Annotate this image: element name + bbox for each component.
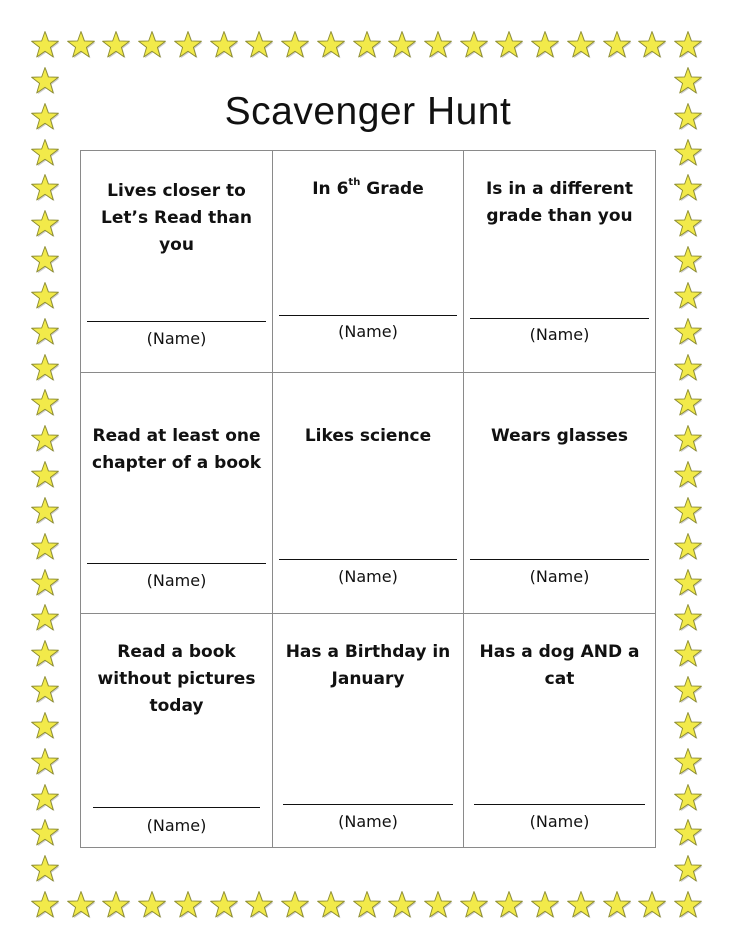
- star-icon: [566, 30, 596, 60]
- hunt-prompt: [87, 423, 266, 477]
- prompt-line: Has a dog AND a: [479, 642, 640, 662]
- star-icon: [673, 281, 703, 311]
- name-label: (Name): [529, 325, 590, 344]
- star-icon: [423, 30, 453, 60]
- star-icon: [602, 890, 632, 920]
- star-icon: [30, 675, 60, 705]
- star-icon: [101, 890, 131, 920]
- name-blank-line[interactable]: [93, 807, 260, 808]
- star-icon: [30, 747, 60, 777]
- star-icon: [30, 890, 60, 920]
- star-icon: [673, 639, 703, 669]
- name-blank-line[interactable]: [470, 318, 649, 319]
- star-icon: [673, 603, 703, 633]
- prompt-line: Read at least one: [92, 426, 261, 446]
- name-blank-line[interactable]: [474, 804, 645, 805]
- prompt-line: Has a Birthday in: [285, 642, 451, 662]
- star-icon: [673, 388, 703, 418]
- star-icon: [30, 353, 60, 383]
- star-icon: [209, 890, 239, 920]
- name-label: (Name): [146, 816, 207, 835]
- hunt-prompt: [87, 639, 266, 720]
- star-icon: [101, 30, 131, 60]
- hunt-prompt: [470, 423, 649, 450]
- star-icon: [30, 568, 60, 598]
- star-icon: [30, 30, 60, 60]
- star-icon: [673, 711, 703, 741]
- prompt-line: grade than you: [486, 206, 633, 226]
- prompt-line: Lives closer to: [107, 181, 246, 201]
- star-icon: [673, 424, 703, 454]
- star-icon: [673, 209, 703, 239]
- star-icon: [30, 603, 60, 633]
- name-label: (Name): [529, 812, 590, 831]
- star-icon: [30, 532, 60, 562]
- star-icon: [673, 532, 703, 562]
- hunt-cell-4: [81, 373, 273, 614]
- name-blank-line[interactable]: [87, 321, 266, 322]
- prompt-line: chapter of a book: [92, 453, 261, 473]
- star-icon: [673, 460, 703, 490]
- star-icon: [459, 30, 489, 60]
- star-icon: [673, 173, 703, 203]
- hunt-cell-3: [464, 151, 655, 373]
- prompt-line: Likes science: [304, 426, 432, 446]
- prompt-line: today: [149, 696, 204, 716]
- star-icon: [316, 890, 346, 920]
- star-icon: [673, 353, 703, 383]
- star-icon: [280, 890, 310, 920]
- star-icon: [137, 30, 167, 60]
- prompt-line: without pictures: [97, 669, 256, 689]
- star-icon: [637, 890, 667, 920]
- hunt-cell-7: [81, 614, 273, 847]
- star-icon: [387, 890, 417, 920]
- hunt-prompt: [279, 423, 457, 450]
- name-label: (Name): [338, 812, 398, 831]
- hunt-prompt: [87, 178, 266, 259]
- star-icon: [566, 890, 596, 920]
- prompt-line: cat: [544, 669, 575, 689]
- star-icon: [30, 209, 60, 239]
- star-icon: [530, 30, 560, 60]
- star-icon: [30, 711, 60, 741]
- star-icon: [66, 890, 96, 920]
- prompt-line: Let’s Read than: [101, 208, 252, 228]
- star-icon: [673, 138, 703, 168]
- star-icon: [30, 460, 60, 490]
- hunt-cell-6: [464, 373, 655, 614]
- star-icon: [673, 245, 703, 275]
- star-icon: [173, 890, 203, 920]
- name-blank-line[interactable]: [279, 315, 457, 316]
- name-blank-line[interactable]: [279, 559, 457, 560]
- star-icon: [673, 675, 703, 705]
- star-icon: [30, 854, 60, 884]
- hunt-prompt: In 6th Grade: [312, 177, 424, 199]
- star-icon: [30, 424, 60, 454]
- name-label: (Name): [338, 567, 398, 586]
- name-blank-line[interactable]: [87, 563, 266, 564]
- hunt-prompt: [279, 639, 457, 693]
- hunt-cell-8: [273, 614, 464, 847]
- star-icon: [673, 747, 703, 777]
- star-icon: [673, 890, 703, 920]
- star-icon: [494, 30, 524, 60]
- name-label: (Name): [146, 329, 207, 348]
- prompt-line: Read a book: [117, 642, 236, 662]
- star-icon: [673, 854, 703, 884]
- star-icon: [30, 317, 60, 347]
- star-icon: [673, 317, 703, 347]
- star-icon: [209, 30, 239, 60]
- star-icon: [30, 245, 60, 275]
- star-icon: [423, 890, 453, 920]
- star-icon: [280, 30, 310, 60]
- star-icon: [30, 818, 60, 848]
- star-icon: [30, 138, 60, 168]
- prompt-line: Is in a different: [485, 179, 634, 199]
- star-icon: [30, 281, 60, 311]
- prompt-line: January: [331, 669, 405, 689]
- scavenger-hunt-grid: [80, 150, 656, 848]
- star-icon: [30, 496, 60, 526]
- hunt-cell-5: [273, 373, 464, 614]
- star-icon: [387, 30, 417, 60]
- star-icon: [352, 30, 382, 60]
- star-icon: [673, 30, 703, 60]
- prompt-line: you: [159, 235, 194, 255]
- star-icon: [173, 30, 203, 60]
- star-icon: [66, 30, 96, 60]
- star-icon: [673, 818, 703, 848]
- name-label: (Name): [338, 322, 398, 341]
- star-icon: [244, 30, 274, 60]
- star-icon: [459, 890, 489, 920]
- hunt-cell-9: [464, 614, 655, 847]
- hunt-cell-1: [81, 151, 273, 373]
- name-label: (Name): [146, 571, 207, 590]
- prompt-line: Wears glasses: [491, 426, 628, 446]
- star-icon: [673, 568, 703, 598]
- star-icon: [602, 30, 632, 60]
- star-icon: [30, 639, 60, 669]
- name-blank-line[interactable]: [283, 804, 453, 805]
- star-icon: [137, 890, 167, 920]
- star-icon: [30, 783, 60, 813]
- star-icon: [530, 890, 560, 920]
- star-icon: [30, 388, 60, 418]
- star-icon: [673, 783, 703, 813]
- star-icon: [494, 890, 524, 920]
- name-blank-line[interactable]: [470, 559, 649, 560]
- star-icon: [637, 30, 667, 60]
- hunt-cell-2: [273, 151, 464, 373]
- star-icon: [244, 890, 274, 920]
- star-icon: [673, 496, 703, 526]
- star-icon: [30, 173, 60, 203]
- star-icon: [352, 890, 382, 920]
- hunt-prompt: [470, 176, 649, 230]
- name-label: (Name): [529, 567, 590, 586]
- star-icon: [316, 30, 346, 60]
- hunt-prompt: [470, 639, 649, 693]
- page-title: Scavenger Hunt: [224, 90, 512, 133]
